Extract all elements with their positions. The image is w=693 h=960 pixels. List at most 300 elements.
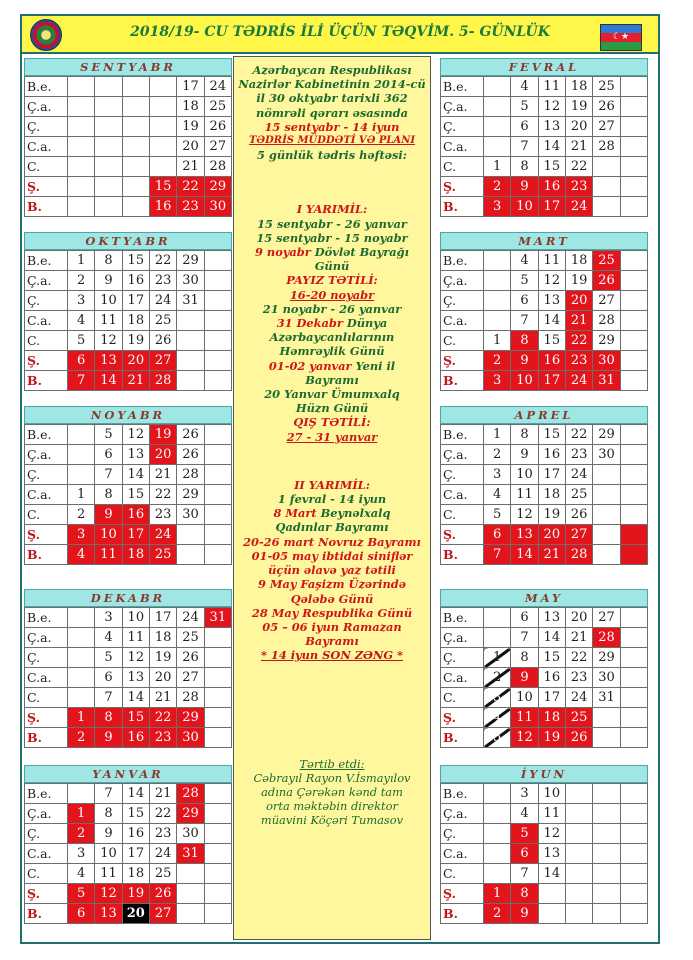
day-cell (122, 117, 149, 137)
day-cell: 26 (565, 728, 592, 748)
day-cell (620, 864, 647, 884)
day-cell: 12 (538, 97, 565, 117)
day-cell (122, 97, 149, 117)
day-cell: 23 (565, 351, 592, 371)
day-cell (204, 668, 231, 688)
day-cell (484, 844, 511, 864)
day-cell (484, 117, 511, 137)
day-cell: 28 (593, 311, 620, 331)
day-label: B.e. (441, 77, 484, 97)
day-label: C.a. (441, 668, 484, 688)
day-cell: 3 (68, 525, 95, 545)
day-cell: 16 (122, 505, 149, 525)
day-cell: 2 (484, 177, 511, 197)
day-cell (204, 351, 231, 371)
day-cell (620, 505, 647, 525)
week-row (25, 77, 232, 97)
day-cell: 1 (68, 485, 95, 505)
day-cell: 3 (484, 371, 511, 391)
info-line: 15 sentyabr - 26 yanvar (257, 216, 407, 231)
day-cell: 27 (149, 351, 176, 371)
info-text: Respublika Günü (298, 605, 413, 620)
second-semester-heading: II YARIMİL: (294, 477, 370, 492)
day-cell (204, 311, 231, 331)
day-cell: 12 (122, 648, 149, 668)
week-row (25, 844, 232, 864)
day-label: B. (25, 545, 68, 565)
day-cell (484, 608, 511, 628)
day-cell: 4 (68, 864, 95, 884)
day-cell: 25 (177, 628, 204, 648)
day-label: Ç. (441, 648, 484, 668)
day-cell: 7 (484, 545, 511, 565)
day-label: Ç. (441, 465, 484, 485)
day-cell: 22 (149, 485, 176, 505)
day-cell: 27 (593, 117, 620, 137)
day-label: B.e. (441, 425, 484, 445)
day-cell: 30 (593, 351, 620, 371)
week-row (25, 485, 232, 505)
day-cell (593, 197, 620, 217)
day-cell (484, 628, 511, 648)
day-cell (620, 904, 647, 924)
day-cell: 20 (122, 904, 149, 924)
day-cell (204, 291, 231, 311)
author-line: orta məktəbin direktor (266, 799, 398, 814)
day-cell: 27 (177, 668, 204, 688)
day-cell: 30 (177, 271, 204, 291)
day-cell: 14 (538, 628, 565, 648)
week-row (441, 97, 648, 117)
day-cell (177, 371, 204, 391)
day-cell (122, 197, 149, 217)
info-line: üçün əlavə yaz tətili (268, 563, 396, 578)
week-row (441, 425, 648, 445)
day-cell: 21 (122, 371, 149, 391)
day-cell: 5 (95, 648, 122, 668)
day-cell: 7 (68, 371, 95, 391)
day-cell (484, 824, 511, 844)
day-cell: 20 (149, 668, 176, 688)
day-cell: 24 (149, 844, 176, 864)
day-cell: 1 (68, 804, 95, 824)
month-name: OKTYABR (24, 232, 232, 250)
day-cell: 19 (538, 505, 565, 525)
day-cell: 17 (149, 608, 176, 628)
day-cell: 24 (149, 291, 176, 311)
info-line: Hüzn Günü (295, 401, 369, 416)
date-highlight: 9 noyabr (255, 245, 311, 260)
day-cell: 15 (122, 251, 149, 271)
day-cell (620, 251, 647, 271)
day-cell: 8 (511, 884, 538, 904)
day-cell: 31 (177, 844, 204, 864)
day-cell: 25 (149, 545, 176, 565)
day-cell: 30 (177, 505, 204, 525)
day-cell: 25 (565, 485, 592, 505)
day-cell (593, 505, 620, 525)
day-cell: 13 (538, 608, 565, 628)
date-highlight: 28 May (251, 605, 299, 620)
day-cell: 19 (149, 648, 176, 668)
day-cell (620, 157, 647, 177)
day-cell (620, 628, 647, 648)
day-label: B.e. (25, 784, 68, 804)
week-row (25, 331, 232, 351)
day-cell: 10 (122, 608, 149, 628)
day-cell (620, 291, 647, 311)
week-row (441, 844, 648, 864)
day-cell: 25 (204, 97, 231, 117)
info-line: Bayramı (305, 372, 359, 387)
info-line: 5 günlük tədris həftəsi: (257, 148, 407, 163)
day-cell: 11 (95, 864, 122, 884)
last-bell: * 14 iyun SON ZƏNG * (260, 648, 404, 663)
day-cell (204, 824, 231, 844)
info-line: Nazirlər Kabinetinin 2014-cü (238, 77, 426, 92)
day-cell: 8 (95, 251, 122, 271)
day-cell: 10 (511, 465, 538, 485)
day-cell: 30 (204, 197, 231, 217)
day-cell: 3 (511, 784, 538, 804)
day-cell (484, 291, 511, 311)
day-cell (593, 465, 620, 485)
day-cell: 13 (122, 668, 149, 688)
date-highlight: 01-02 yanvar (268, 358, 352, 373)
day-cell: 20 (149, 445, 176, 465)
day-cell (620, 311, 647, 331)
day-cell (565, 904, 592, 924)
week-row (441, 884, 648, 904)
day-cell (204, 525, 231, 545)
day-cell: 6 (511, 291, 538, 311)
day-cell: 2 (68, 505, 95, 525)
day-cell: 14 (538, 864, 565, 884)
day-cell (620, 784, 647, 804)
day-cell (95, 77, 122, 97)
day-cell: 27 (565, 525, 592, 545)
day-cell (593, 545, 620, 565)
day-cell: 17 (538, 465, 565, 485)
day-cell (68, 648, 95, 668)
month-name: APREL (440, 406, 648, 424)
week-row (441, 291, 648, 311)
day-cell: 8 (95, 804, 122, 824)
week-row (441, 648, 648, 668)
day-cell (204, 465, 231, 485)
day-cell (204, 628, 231, 648)
day-cell: 15 (122, 708, 149, 728)
day-cell: 5 (511, 824, 538, 844)
day-cell: 6 (95, 445, 122, 465)
date-highlight: 8 Mart (273, 506, 317, 521)
day-cell (620, 668, 647, 688)
day-label: B. (441, 728, 484, 748)
day-cell: 3 (484, 197, 511, 217)
day-label: Ç.a. (441, 445, 484, 465)
day-cell: 28 (593, 628, 620, 648)
week-row (25, 197, 232, 217)
day-cell (204, 804, 231, 824)
day-cell (204, 445, 231, 465)
day-cell: 9 (511, 445, 538, 465)
day-cell: 1 (484, 157, 511, 177)
day-cell: 3 (484, 465, 511, 485)
week-row (25, 271, 232, 291)
day-cell (484, 271, 511, 291)
day-cell (620, 271, 647, 291)
day-cell: 5 (484, 728, 511, 748)
day-label: Ş. (441, 884, 484, 904)
day-cell: 21 (538, 545, 565, 565)
day-cell (95, 97, 122, 117)
week-row (441, 628, 648, 648)
month-iyun (440, 765, 648, 924)
day-label: Ş. (441, 177, 484, 197)
day-cell: 26 (177, 425, 204, 445)
day-cell: 8 (95, 708, 122, 728)
day-label: Ş. (25, 708, 68, 728)
day-label: C.a. (25, 844, 68, 864)
day-label: Ç. (25, 824, 68, 844)
day-cell (68, 117, 95, 137)
day-cell: 9 (511, 904, 538, 924)
day-cell (484, 77, 511, 97)
day-label: Ç. (25, 117, 68, 137)
day-cell: 6 (95, 668, 122, 688)
day-label: Ç. (441, 824, 484, 844)
week-row (25, 648, 232, 668)
day-label: B. (441, 197, 484, 217)
day-cell (68, 445, 95, 465)
week-row (441, 311, 648, 331)
week-row (441, 157, 648, 177)
day-label: C.a. (25, 485, 68, 505)
day-cell (620, 351, 647, 371)
day-label: B. (25, 728, 68, 748)
day-cell: 9 (95, 728, 122, 748)
day-cell: 2 (484, 351, 511, 371)
day-cell: 1 (484, 884, 511, 904)
day-cell: 31 (593, 688, 620, 708)
day-cell: 16 (122, 271, 149, 291)
day-cell (204, 708, 231, 728)
day-cell: 15 (538, 157, 565, 177)
day-cell: 13 (538, 291, 565, 311)
day-cell (177, 525, 204, 545)
day-cell (484, 864, 511, 884)
azerbaijan-emblem-icon (30, 19, 62, 51)
day-cell: 28 (177, 465, 204, 485)
day-cell: 12 (122, 425, 149, 445)
day-cell: 6 (68, 904, 95, 924)
day-label: Ş. (441, 708, 484, 728)
day-cell: 2 (68, 271, 95, 291)
day-cell: 25 (149, 311, 176, 331)
day-cell: 22 (565, 157, 592, 177)
day-cell: 3 (95, 608, 122, 628)
day-label: C. (441, 505, 484, 525)
day-cell (95, 137, 122, 157)
day-cell: 20 (177, 137, 204, 157)
day-cell: 8 (511, 157, 538, 177)
week-row (25, 688, 232, 708)
day-cell: 20 (565, 608, 592, 628)
day-cell (593, 804, 620, 824)
date-highlight: 31 Dekabr (276, 316, 343, 331)
day-cell: 10 (538, 784, 565, 804)
day-cell: 5 (484, 505, 511, 525)
day-cell: 17 (538, 197, 565, 217)
week-row (25, 157, 232, 177)
autumn-holiday-heading: PAYIZ TƏTİLİ: (286, 273, 378, 288)
month-mart (440, 232, 648, 391)
author-line: Cəbrayıl Rayon V.İsmayılov (253, 770, 411, 785)
day-cell: 7 (511, 628, 538, 648)
week-row (25, 884, 232, 904)
day-cell: 24 (565, 688, 592, 708)
day-cell: 17 (177, 77, 204, 97)
week-row (441, 465, 648, 485)
info-line (234, 245, 430, 259)
day-cell: 29 (177, 251, 204, 271)
day-cell: 19 (122, 884, 149, 904)
week-row (441, 271, 648, 291)
day-cell: 9 (511, 351, 538, 371)
day-cell: 18 (149, 628, 176, 648)
day-cell (593, 824, 620, 844)
day-cell: 23 (565, 177, 592, 197)
month-table (24, 783, 232, 924)
day-label: B. (25, 904, 68, 924)
week-row (25, 251, 232, 271)
day-cell (593, 884, 620, 904)
day-cell: 12 (511, 505, 538, 525)
day-cell: 23 (565, 445, 592, 465)
info-panel (233, 56, 431, 940)
day-label: Ç.a. (25, 445, 68, 465)
month-fevral (440, 58, 648, 217)
day-cell (484, 804, 511, 824)
day-cell: 20 (565, 291, 592, 311)
day-cell (620, 688, 647, 708)
week-row (25, 784, 232, 804)
day-cell (204, 844, 231, 864)
day-cell: 29 (204, 177, 231, 197)
day-cell (620, 465, 647, 485)
day-cell: 26 (149, 884, 176, 904)
day-cell: 24 (565, 465, 592, 485)
day-cell: 3 (484, 688, 511, 708)
day-cell (204, 505, 231, 525)
week-row (25, 137, 232, 157)
day-cell: 22 (149, 708, 176, 728)
day-cell: 29 (177, 708, 204, 728)
day-cell: 23 (149, 728, 176, 748)
day-label: Ç.a. (441, 271, 484, 291)
day-cell: 14 (122, 784, 149, 804)
day-cell (620, 445, 647, 465)
day-cell (565, 844, 592, 864)
day-cell (593, 157, 620, 177)
month-table (440, 76, 648, 217)
day-cell: 24 (204, 77, 231, 97)
week-row (25, 371, 232, 391)
info-line: 9 May Faşizm Üzərində (257, 577, 406, 592)
day-cell (204, 648, 231, 668)
week-row (25, 465, 232, 485)
day-cell (484, 137, 511, 157)
day-cell: 4 (68, 311, 95, 331)
day-label: Ç.a. (441, 97, 484, 117)
day-cell (620, 425, 647, 445)
day-cell: 22 (149, 251, 176, 271)
day-label: B.e. (441, 251, 484, 271)
day-cell (122, 77, 149, 97)
day-cell: 13 (95, 904, 122, 924)
day-cell: 8 (511, 331, 538, 351)
day-cell: 8 (511, 648, 538, 668)
week-row (441, 445, 648, 465)
day-cell (620, 177, 647, 197)
day-cell: 23 (565, 668, 592, 688)
day-cell (177, 545, 204, 565)
day-cell: 10 (95, 844, 122, 864)
day-cell: 27 (593, 291, 620, 311)
week-row (441, 784, 648, 804)
day-cell (620, 884, 647, 904)
day-cell: 26 (177, 445, 204, 465)
day-cell: 4 (484, 708, 511, 728)
info-line: 21 noyabr - 26 yanvar (262, 301, 402, 316)
day-cell: 12 (538, 824, 565, 844)
info-line: 1 fevral - 14 iyun (277, 492, 387, 507)
day-cell: 12 (511, 728, 538, 748)
day-cell: 31 (593, 371, 620, 391)
month-name: SENTYABR (24, 58, 232, 76)
day-cell: 16 (122, 824, 149, 844)
day-cell (68, 97, 95, 117)
day-cell: 17 (122, 844, 149, 864)
day-cell: 1 (68, 708, 95, 728)
day-cell (593, 525, 620, 545)
day-label: Ş. (25, 525, 68, 545)
day-cell: 17 (538, 688, 565, 708)
day-cell: 19 (538, 728, 565, 748)
day-cell: 9 (95, 271, 122, 291)
week-row (441, 864, 648, 884)
week-row (441, 251, 648, 271)
month-table (440, 783, 648, 924)
info-line (234, 620, 430, 634)
day-label: C. (25, 157, 68, 177)
day-cell: 18 (122, 545, 149, 565)
week-row (25, 351, 232, 371)
day-cell: 16 (122, 728, 149, 748)
week-row (441, 371, 648, 391)
day-label: Ç. (25, 465, 68, 485)
day-cell: 16 (538, 177, 565, 197)
day-cell: 6 (484, 525, 511, 545)
day-cell: 24 (565, 197, 592, 217)
day-cell: 25 (149, 864, 176, 884)
month-table (440, 250, 648, 391)
day-cell (484, 97, 511, 117)
day-cell (620, 844, 647, 864)
day-cell (620, 77, 647, 97)
info-text: Beynəlxalq (316, 506, 391, 521)
day-cell: 12 (95, 331, 122, 351)
